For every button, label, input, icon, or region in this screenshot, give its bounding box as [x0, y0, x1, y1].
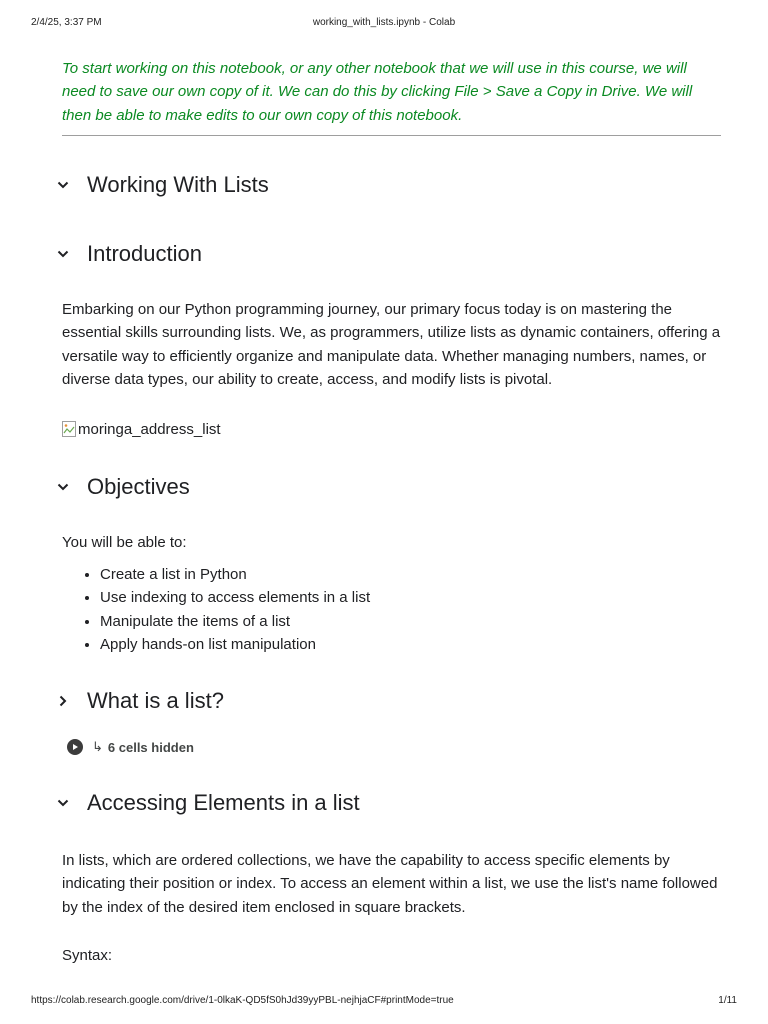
introduction-paragraph: Embarking on our Python programming journey, our primary focus today is on mastering the essential skills surrounding lists. We, as programmers, utilize lists as dynamic containers, offering a versatile way to efficiently organize and manipulate data. Whether managing numbers, names, or diverse data types, our ability to create, access, and modify lists is pivotal.: [62, 301, 721, 389]
objectives-intro: You will be able to:: [62, 534, 187, 551]
page-number: 1/11: [718, 995, 737, 1006]
section-title: Objectives: [87, 474, 190, 499]
chevron-down-icon[interactable]: [54, 794, 72, 812]
print-header: [31, 17, 737, 31]
print-url: https://colab.research.google.com/drive/1-0lkaK-QD5fS0hJd39yyPBL-nejhjaCF#printMode=true: [31, 995, 454, 1006]
section-working-with-lists: [54, 170, 269, 200]
list-item: • Use indexing to access elements in a list: [100, 586, 370, 609]
section-accessing-elements: [54, 788, 360, 818]
save-copy-notice: To start working on this notebook, or any other notebook that we will use in this course, we will need to save our own copy of it. We can do this by clicking File > Save a Copy in Drive. We will then be able to make edits to our own copy of this notebook.: [62, 60, 693, 124]
section-title: Introduction: [87, 241, 202, 266]
section-title: Working With Lists: [87, 172, 269, 197]
syntax-label: Syntax:: [62, 947, 113, 964]
objectives-list: [62, 563, 370, 657]
list-item: • Create a list in Python: [100, 563, 370, 586]
return-arrow-icon: ↳: [92, 739, 103, 755]
accessing-paragraph: In lists, which are ordered collections, we have the capability to access specific elements by indicating their position or index. To access an element within a list, we use the list's name followed by the index of the desired item enclosed in square brackets.: [62, 852, 718, 916]
broken-image: [62, 418, 221, 440]
section-title: Accessing Elements in a list: [87, 790, 360, 815]
hidden-cells-label[interactable]: 6 cells hidden: [107, 739, 194, 755]
list-item: • Manipulate the items of a list: [100, 610, 370, 633]
notice-divider: [62, 135, 721, 136]
chevron-down-icon[interactable]: [54, 478, 72, 496]
chevron-down-icon[interactable]: [54, 245, 72, 263]
print-footer: [31, 995, 737, 1009]
section-what-is-a-list: [54, 686, 224, 716]
chevron-down-icon[interactable]: [54, 176, 72, 194]
section-introduction: [54, 239, 202, 269]
print-datetime: 2/4/25, 3:37 PM: [31, 17, 102, 28]
play-icon[interactable]: [67, 739, 83, 755]
hidden-cells-indicator[interactable]: [67, 737, 194, 757]
broken-image-icon: [62, 421, 76, 437]
chevron-right-icon[interactable]: [54, 692, 72, 710]
section-objectives: [54, 472, 190, 502]
image-alt-text: moringa_address_list: [78, 420, 221, 438]
list-item: • Apply hands-on list manipulation: [100, 633, 370, 656]
section-title: What is a list?: [87, 688, 224, 713]
print-page-title: working_with_lists.ipynb - Colab: [312, 17, 456, 28]
